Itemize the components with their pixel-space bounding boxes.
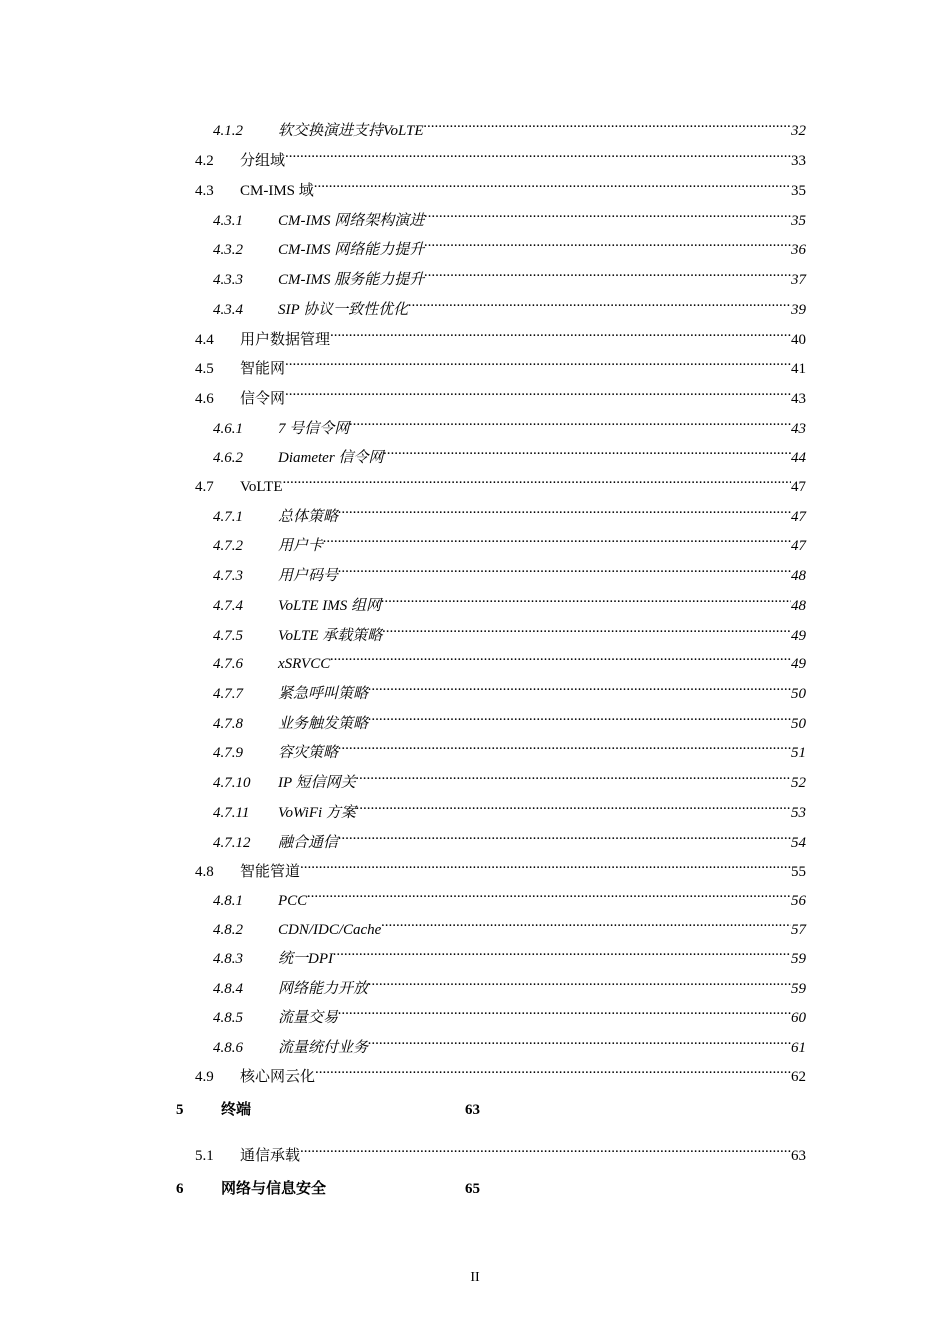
toc-leader-dots xyxy=(381,914,791,934)
toc-entry-page: 35 xyxy=(791,183,806,199)
toc-entry-title: 核心网云化 xyxy=(240,1069,316,1085)
toc-entry-number: 4.7.7 xyxy=(213,686,243,702)
toc-entry-page: 54 xyxy=(791,835,806,851)
toc-leader-dots xyxy=(338,501,791,521)
toc-entry-page: 36 xyxy=(791,242,806,258)
toc-entry-page: 44 xyxy=(791,450,806,466)
toc-entry-number: 4.8.3 xyxy=(213,951,243,967)
toc-entry-number: 4.2 xyxy=(195,153,214,169)
toc-entry[interactable] xyxy=(195,1061,806,1087)
toc-entry-title: 信令网 xyxy=(240,391,286,407)
toc-entry-number: 4.6 xyxy=(195,391,214,407)
toc-entry-page: 43 xyxy=(791,421,806,437)
toc-entry-number: 4.7.4 xyxy=(213,598,243,614)
toc-entry-page: 39 xyxy=(791,302,806,318)
toc-entry-number: 4.3.2 xyxy=(213,242,243,258)
toc-entry[interactable] xyxy=(213,590,806,616)
toc-leader-dots xyxy=(356,797,791,817)
toc-entry[interactable] xyxy=(213,115,806,141)
toc-chapter-page: 63 xyxy=(465,1102,480,1118)
toc-entry-number: 4.3.1 xyxy=(213,213,243,229)
toc-leader-dots xyxy=(356,767,791,787)
toc-entry-number: 4.7.10 xyxy=(213,775,251,791)
toc-leader-dots xyxy=(368,1032,791,1052)
toc-entry-title: 通信承载 xyxy=(240,1148,301,1164)
toc-entry[interactable] xyxy=(213,678,806,704)
toc-leader-dots xyxy=(424,205,791,225)
toc-entry-number: 4.3 xyxy=(195,183,214,199)
toc-entry-page: 59 xyxy=(791,951,806,967)
toc-entry[interactable] xyxy=(213,620,806,646)
toc-leader-dots xyxy=(338,1002,791,1022)
toc-entry-number: 4.7.6 xyxy=(213,656,243,672)
toc-entry-page: 47 xyxy=(791,509,806,525)
toc-leader-dots xyxy=(333,943,791,963)
toc-leader-dots xyxy=(381,590,791,610)
toc-leader-dots xyxy=(300,1140,791,1160)
toc-leader-dots xyxy=(338,737,791,757)
toc-leader-dots xyxy=(283,471,791,491)
toc-entry-page: 35 xyxy=(791,213,806,229)
toc-entry-number: 4.7.1 xyxy=(213,509,243,525)
toc-chapter-entry[interactable] xyxy=(176,1179,480,1199)
toc-entry-page: 51 xyxy=(791,745,806,761)
toc-leader-dots xyxy=(338,827,791,847)
toc-entry[interactable] xyxy=(213,648,806,674)
toc-entry[interactable] xyxy=(195,856,806,882)
toc-entry[interactable] xyxy=(213,264,806,290)
toc-leader-dots xyxy=(285,383,791,403)
toc-entry-title: 网络能力开放 xyxy=(278,981,369,997)
toc-leader-dots xyxy=(307,885,791,905)
toc-entry-page: 61 xyxy=(791,1040,806,1056)
toc-entry-page: 41 xyxy=(791,361,806,377)
toc-entry-page: 63 xyxy=(791,1148,806,1164)
toc-entry-page: 47 xyxy=(791,479,806,495)
toc-leader-dots xyxy=(424,234,791,254)
toc-chapter-title: 终端 xyxy=(221,1102,252,1118)
toc-entry-number: 5.1 xyxy=(195,1148,214,1164)
toc-entry-number: 4.7.5 xyxy=(213,628,243,644)
toc-leader-dots xyxy=(408,294,791,314)
toc-leader-dots xyxy=(382,620,791,640)
toc-entry-title: CM-IMS 域 xyxy=(240,183,314,199)
toc-entry[interactable] xyxy=(213,234,806,260)
toc-entry-number: 4.8.5 xyxy=(213,1010,243,1026)
toc-entry-page: 49 xyxy=(791,628,806,644)
toc-entry-title: VoLTE 承载策略 xyxy=(278,628,383,644)
toc-entry-number: 4.7.3 xyxy=(213,568,243,584)
toc-entry[interactable] xyxy=(213,767,806,793)
toc-entry-page: 49 xyxy=(791,656,806,672)
toc-entry-page: 53 xyxy=(791,805,806,821)
toc-entry-number: 4.1.2 xyxy=(213,123,243,139)
toc-entry-number: 4.8 xyxy=(195,864,214,880)
toc-entry-number: 4.3.3 xyxy=(213,272,243,288)
toc-entry-title: CDN/IDC/Cache xyxy=(278,922,382,938)
toc-entry[interactable] xyxy=(195,353,806,379)
toc-entry[interactable] xyxy=(195,175,806,201)
toc-leader-dots xyxy=(424,115,791,135)
toc-entry-number: 4.7.2 xyxy=(213,538,243,554)
toc-entry-page: 50 xyxy=(791,716,806,732)
toc-entry[interactable] xyxy=(213,501,806,527)
toc-entry-title: VoLTE IMS 组网 xyxy=(278,598,382,614)
toc-entry-number: 4.9 xyxy=(195,1069,214,1085)
toc-entry-number: 4.8.1 xyxy=(213,893,243,909)
toc-entry-page: 48 xyxy=(791,568,806,584)
toc-leader-dots xyxy=(314,175,791,195)
toc-entry[interactable] xyxy=(195,471,806,497)
toc-entry[interactable] xyxy=(195,383,806,409)
toc-entry[interactable] xyxy=(195,324,806,350)
toc-entry[interactable] xyxy=(213,1032,806,1058)
toc-entry-title: 流量交易 xyxy=(278,1010,339,1026)
toc-leader-dots xyxy=(424,264,791,284)
toc-entry-title: CM-IMS 网络架构演进 xyxy=(278,213,425,229)
toc-entry-title: 智能管道 xyxy=(240,864,301,880)
toc-entry-page: 57 xyxy=(791,922,806,938)
toc-entry-page: 40 xyxy=(791,332,806,348)
toc-leader-dots xyxy=(330,324,791,344)
toc-entry-page: 50 xyxy=(791,686,806,702)
toc-leader-dots xyxy=(368,708,791,728)
toc-entry-page: 59 xyxy=(791,981,806,997)
toc-entry-number: 4.8.4 xyxy=(213,981,243,997)
toc-chapter-entry[interactable] xyxy=(176,1100,480,1120)
toc-leader-dots xyxy=(300,856,791,876)
toc-entry-title: 智能网 xyxy=(240,361,286,377)
toc-entry-title: IP 短信网关 xyxy=(278,775,356,791)
toc-entry[interactable] xyxy=(213,205,806,231)
toc-leader-dots xyxy=(349,413,791,433)
toc-entry-title: PCC xyxy=(278,893,308,909)
toc-entry-title: 7 号信令网 xyxy=(278,421,350,437)
toc-leader-dots xyxy=(368,678,791,698)
toc-entry-number: 4.6.2 xyxy=(213,450,243,466)
toc-entry[interactable] xyxy=(213,943,806,969)
toc-entry-page: 56 xyxy=(791,893,806,909)
toc-entry-number: 4.7.9 xyxy=(213,745,243,761)
toc-entry-number: 4.3.4 xyxy=(213,302,243,318)
toc-entry[interactable] xyxy=(195,1140,806,1166)
toc-entry-page: 52 xyxy=(791,775,806,791)
toc-entry-number: 4.8.6 xyxy=(213,1040,243,1056)
toc-entry-page: 60 xyxy=(791,1010,806,1026)
toc-entry-number: 4.8.2 xyxy=(213,922,243,938)
page-number-footer: II xyxy=(470,1270,480,1285)
toc-entry-page: 55 xyxy=(791,864,806,880)
toc-entry-title: 用户卡 xyxy=(278,538,324,554)
toc-entry-number: 4.4 xyxy=(195,332,214,348)
toc-leader-dots xyxy=(383,442,791,462)
toc-entry-page: 48 xyxy=(791,598,806,614)
toc-leader-dots xyxy=(323,530,791,550)
toc-entry[interactable] xyxy=(213,737,806,763)
toc-entry[interactable] xyxy=(213,294,806,320)
toc-entry[interactable] xyxy=(213,530,806,556)
toc-entry-page: 37 xyxy=(791,272,806,288)
toc-entry-title: SIP 协议一致性优化 xyxy=(278,302,409,318)
toc-chapter-number: 5 xyxy=(176,1102,184,1118)
toc-entry-number: 4.7.11 xyxy=(213,805,250,821)
toc-leader-dots xyxy=(368,973,791,993)
toc-entry-number: 4.7.12 xyxy=(213,835,251,851)
toc-entry-page: 43 xyxy=(791,391,806,407)
toc-entry-title: 流量统付业务 xyxy=(278,1040,369,1056)
toc-entry-number: 4.6.1 xyxy=(213,421,243,437)
toc-entry[interactable] xyxy=(213,708,806,734)
toc-entry-title: 总体策略 xyxy=(278,509,339,525)
toc-entry-title: 业务触发策略 xyxy=(278,716,369,732)
toc-entry[interactable] xyxy=(213,560,806,586)
toc-entry-title: VoLTE xyxy=(240,479,283,495)
toc-entry-title: 统一DPI xyxy=(278,951,333,967)
toc-entry-page: 32 xyxy=(791,123,806,139)
toc-entry[interactable] xyxy=(213,973,806,999)
toc-chapter-number: 6 xyxy=(176,1181,184,1197)
toc-entry[interactable] xyxy=(195,145,806,171)
toc-entry-number: 4.5 xyxy=(195,361,214,377)
toc-leader-dots xyxy=(285,353,791,373)
toc-leader-dots xyxy=(315,1061,791,1081)
toc-entry-title: CM-IMS 服务能力提升 xyxy=(278,272,425,288)
toc-entry[interactable] xyxy=(213,885,806,911)
toc-entry-title: 融合通信 xyxy=(278,835,339,851)
toc-entry[interactable] xyxy=(213,1002,806,1028)
toc-entry[interactable] xyxy=(213,797,806,823)
toc-entry-page: 33 xyxy=(791,153,806,169)
toc-entry-title: 紧急呼叫策略 xyxy=(278,686,369,702)
toc-leader-dots xyxy=(330,648,791,668)
toc-leader-dots xyxy=(338,560,791,580)
toc-entry[interactable] xyxy=(213,827,806,853)
toc-entry[interactable] xyxy=(213,914,806,940)
toc-entry-number: 4.7 xyxy=(195,479,214,495)
toc-entry-title: CM-IMS 网络能力提升 xyxy=(278,242,425,258)
toc-entry[interactable] xyxy=(213,413,806,439)
toc-entry-title: 用户数据管理 xyxy=(240,332,331,348)
toc-leader-dots xyxy=(285,145,791,165)
toc-entry-title: 软交换演进支持VoLTE xyxy=(278,123,424,139)
toc-entry-title: xSRVCC xyxy=(278,656,331,672)
toc-entry-page: 62 xyxy=(791,1069,806,1085)
toc-entry-title: 用户码号 xyxy=(278,568,339,584)
toc-entry-page: 47 xyxy=(791,538,806,554)
toc-entry-title: Diameter 信令网 xyxy=(278,450,384,466)
toc-entry-title: 分组域 xyxy=(240,153,286,169)
toc-entry-number: 4.7.8 xyxy=(213,716,243,732)
toc-entry-title: VoWiFi 方案 xyxy=(278,805,356,821)
toc-chapter-title: 网络与信息安全 xyxy=(221,1181,327,1197)
toc-chapter-page: 65 xyxy=(465,1181,480,1197)
toc-entry-title: 容灾策略 xyxy=(278,745,339,761)
toc-entry[interactable] xyxy=(213,442,806,468)
